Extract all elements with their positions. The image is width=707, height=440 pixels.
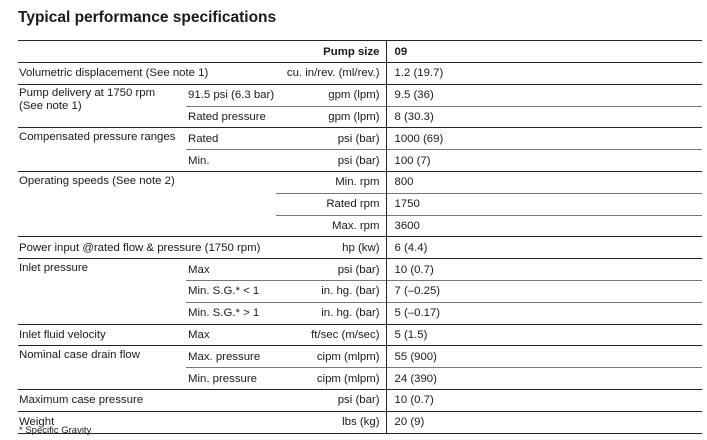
row-value: 8 (30.3) — [386, 106, 702, 128]
row-label: Operating speeds (See note 2) — [18, 171, 276, 236]
table-row — [18, 411, 702, 433]
row-condition: Rated pressure — [186, 106, 276, 128]
row-unit: cu. in/rev. (ml/rev.) — [276, 63, 386, 85]
row-condition: Min. — [186, 150, 276, 172]
row-label: Maximum case pressure — [18, 389, 276, 411]
row-unit: psi (bar) — [276, 389, 386, 411]
row-unit: in. hg. (bar) — [276, 302, 386, 324]
row-value: 55 (900) — [386, 346, 702, 368]
table-row — [18, 128, 702, 150]
row-condition: Min. pressure — [186, 368, 276, 390]
row-value: 6 (4.4) — [386, 237, 702, 259]
row-value: 5 (1.5) — [386, 324, 702, 346]
row-unit: psi (bar) — [276, 150, 386, 172]
row-label: Volumetric displacement (See note 1) — [18, 63, 276, 85]
specs-table — [18, 40, 702, 434]
footnote: * Specific Gravity — [19, 425, 92, 436]
row-value: 3600 — [386, 215, 702, 237]
row-label: Weight — [18, 411, 276, 433]
row-unit: Rated rpm — [276, 193, 386, 215]
row-unit: in. hg. (bar) — [276, 280, 386, 302]
row-value: 7 (–0.25) — [386, 280, 702, 302]
pump-size-label: Pump size — [276, 41, 386, 63]
table-header-row — [18, 41, 702, 63]
table-row — [18, 84, 702, 106]
row-label: Inlet pressure — [18, 259, 186, 324]
row-value: 1000 (69) — [386, 128, 702, 150]
row-condition: Min. S.G.* < 1 — [186, 280, 276, 302]
table-row — [18, 259, 702, 281]
row-unit: hp (kw) — [276, 237, 386, 259]
row-value: 800 — [386, 171, 702, 193]
row-value: 5 (–0.17) — [386, 302, 702, 324]
row-condition: Min. S.G.* > 1 — [186, 302, 276, 324]
row-unit: ft/sec (m/sec) — [276, 324, 386, 346]
row-label: Inlet fluid velocity — [18, 324, 186, 346]
row-unit: gpm (lpm) — [276, 106, 386, 128]
row-value: 1.2 (19.7) — [386, 63, 702, 85]
table-row — [18, 324, 702, 346]
row-value: 9.5 (36) — [386, 84, 702, 106]
row-condition: Rated — [186, 128, 276, 150]
row-condition: Max. pressure — [186, 346, 276, 368]
row-condition: 91.5 psi (6.3 bar) — [186, 84, 276, 106]
row-value: 1750 — [386, 193, 702, 215]
row-unit: lbs (kg) — [276, 411, 386, 433]
row-unit: cipm (mlpm) — [276, 368, 386, 390]
page-title: Typical performance specifications — [18, 9, 277, 26]
table-row — [18, 389, 702, 411]
table-row — [18, 63, 702, 85]
row-unit: gpm (lpm) — [276, 84, 386, 106]
row-condition: Max — [186, 324, 276, 346]
pump-size-value: 09 — [386, 41, 702, 63]
row-label: Compensated pressure ranges — [18, 128, 186, 172]
row-unit: psi (bar) — [276, 259, 386, 281]
row-value: 10 (0.7) — [386, 389, 702, 411]
row-unit: Min. rpm — [276, 171, 386, 193]
row-label: Power input @rated flow & pressure (1750 rpm) — [18, 237, 276, 259]
row-unit: Max. rpm — [276, 215, 386, 237]
row-value: 10 (0.7) — [386, 259, 702, 281]
row-label: Nominal case drain flow — [18, 346, 186, 390]
table-row — [18, 346, 702, 368]
row-value: 100 (7) — [386, 150, 702, 172]
row-unit: psi (bar) — [276, 128, 386, 150]
row-label: Pump delivery at 1750 rpm (See note 1) — [18, 84, 186, 128]
table-row — [18, 171, 702, 193]
row-value: 20 (9) — [386, 411, 702, 433]
row-value: 24 (390) — [386, 368, 702, 390]
table-row — [18, 237, 702, 259]
row-condition: Max — [186, 259, 276, 281]
row-unit: cipm (mlpm) — [276, 346, 386, 368]
